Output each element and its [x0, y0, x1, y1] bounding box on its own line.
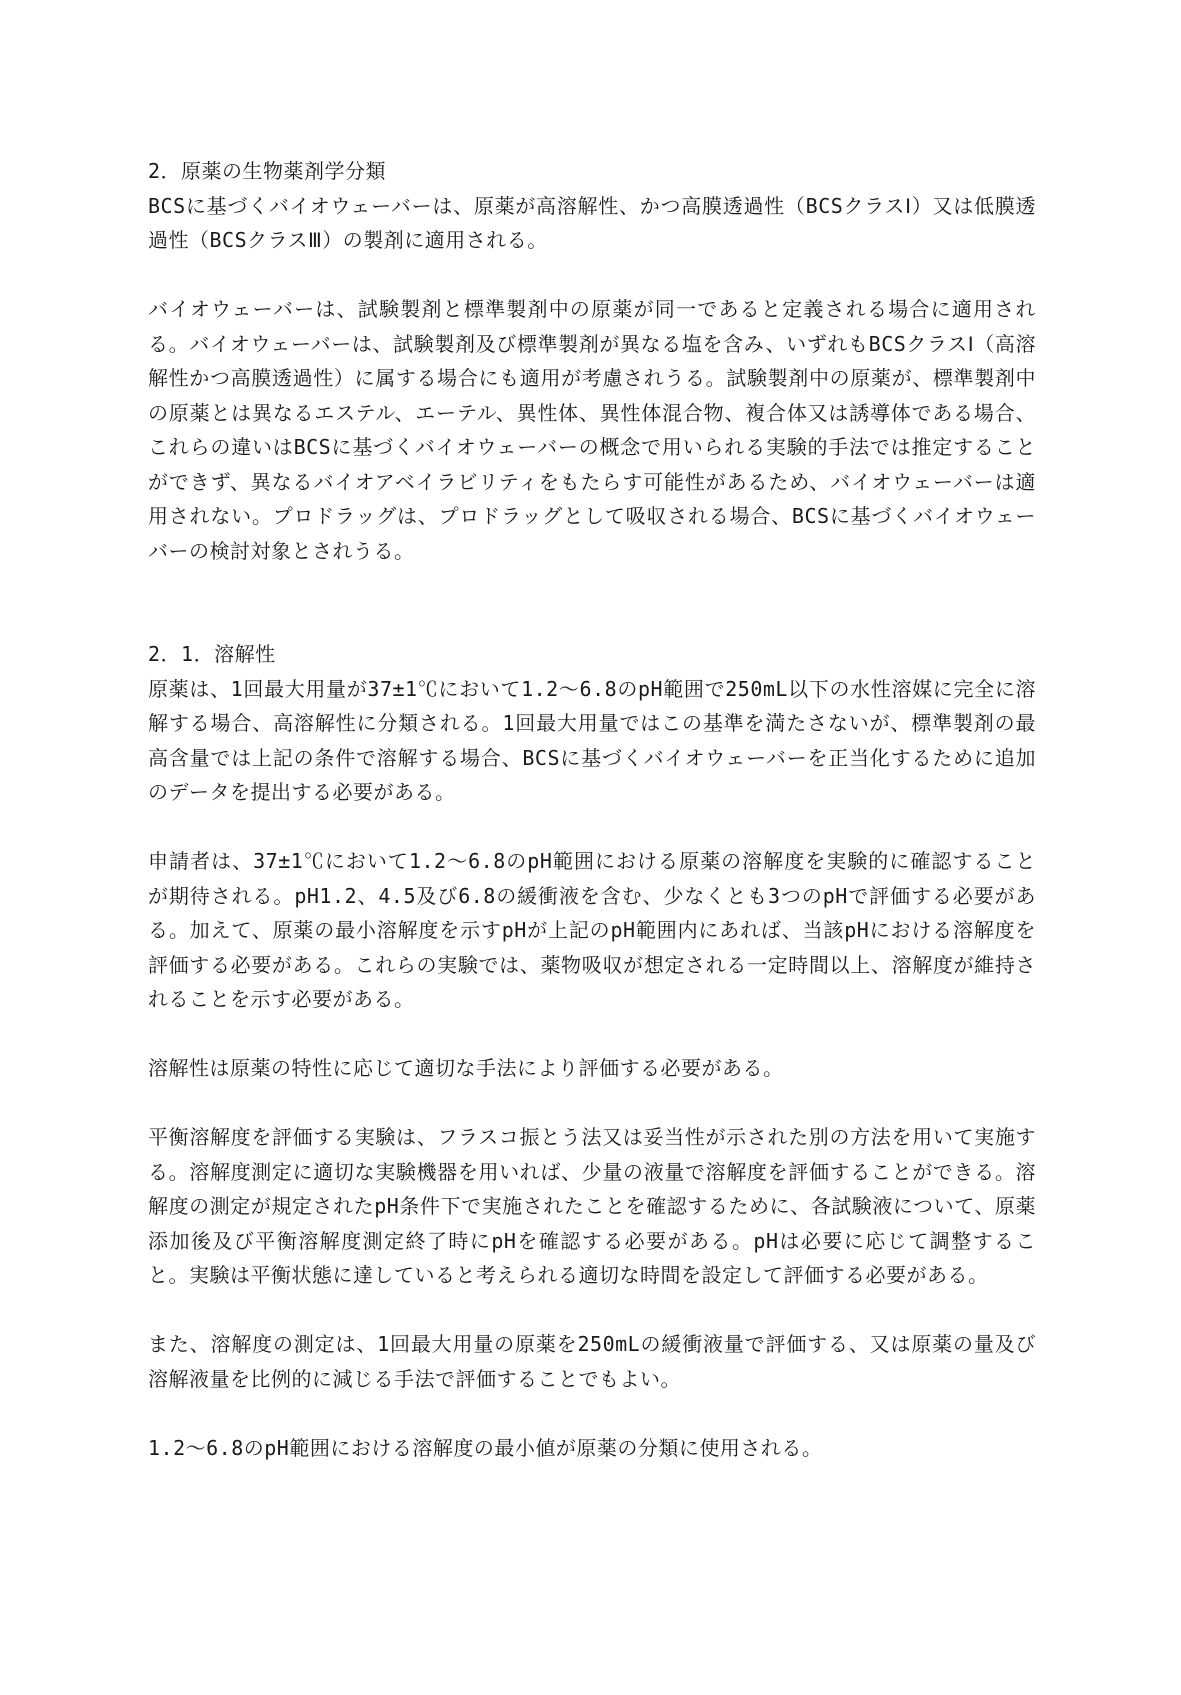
section-2-1-paragraph-3: 溶解性は原薬の特性に応じて適切な手法により評価する必要がある。 [148, 1056, 784, 1080]
section-2-1-paragraph-4: 平衡溶解度を評価する実験は、フラスコ振とう法又は妥当性が示された別の方法を用いて実施する。溶解度測定に適切な実験機器を用いれば、少量の液量で溶解度を評価することができる。溶解度の測定が規定されたpH条件下で実施されたことを確認するために、各試験液について、原薬添加後及び平衡溶解度測定終了時にpHを確認する必要がある。pHは必要に応じて調整すること。実験は平衡状態に達していると考えられる適切な時間を設定して評価する必要がある。 [148, 1125, 1036, 1287]
section-2-1-heading: 2．1．溶解性 [148, 642, 276, 666]
paragraph-spacer [148, 1086, 1036, 1121]
section-2-1-paragraph-6: 1.2～6.8のpH範囲における溶解度の最小値が原薬の分類に使用される。 [148, 1435, 823, 1460]
section-spacer [148, 568, 1036, 637]
section-2-1-paragraph-1: 原薬は、1回最大用量が37±1℃において1.2～6.8のpH範囲で250mL以下の水性溶媒に完全に溶解する場合、高溶解性に分類される。1回最大用量ではこの基準を満たさないが、標準製剤の最高含量では上記の条件で溶解する場合、BCSに基づくバイオウェーバーを正当化するために追加のデータを提出する必要がある。 [148, 676, 1036, 804]
paragraph-spacer [148, 1293, 1036, 1328]
paragraph-spacer [148, 1017, 1036, 1052]
section-2-paragraph-2: バイオウェーバーは、試験製剤と標準製剤中の原薬が同一であると定義される場合に適用される。バイオウェーバーは、試験製剤及び標準製剤が異なる塩を含み、いずれもBCSクラスⅠ（高溶解性かつ高膜透過性）に属する場合にも適用が考慮されうる。試験製剤中の原薬が、標準製剤中の原薬とは異なるエステル、エーテル、異性体、異性体混合物、複合体又は誘導体である場合、これらの違いはBCSに基づくバイオウェーバーの概念で用いられる実験的手法では推定することができず、異なるバイオアベイラビリティをもたらす可能性があるため、バイオウェーバーは適用されない。プロドラッグは、プロドラッグとして吸収される場合、BCSに基づくバイオウェーバーの検討対象とされうる。 [148, 297, 1036, 563]
section-2-paragraph-1: BCSに基づくバイオウェーバーは、原薬が高溶解性、かつ高膜透過性（BCSクラスⅠ）又は低膜透過性（BCSクラスⅢ）の製剤に適用される。 [148, 193, 1036, 252]
paragraph-spacer [148, 258, 1036, 293]
section-2-heading: 2．原薬の生物薬剤学分類 [148, 159, 387, 183]
paragraph-spacer [148, 1396, 1036, 1431]
section-2-1-paragraph-5: また、溶解度の測定は、1回最大用量の原薬を250mLの緩衝液量で評価する、又は原薬の量及び溶解液量を比例的に減じる手法で評価することでもよい。 [148, 1332, 1036, 1391]
document-body [148, 154, 1036, 1465]
paragraph-spacer [148, 810, 1036, 845]
section-2-1-paragraph-2: 申請者は、37±1℃において1.2～6.8のpH範囲における原薬の溶解度を実験的に確認することが期待される。pH1.2、4.5及び6.8の緩衝液を含む、少なくとも3つのpHで評価する必要がある。加えて、原薬の最小溶解度を示すpHが上記のpH範囲内にあれば、当該pHにおける溶解度を評価する必要がある。これらの実験では、薬物吸収が想定される一定時間以上、溶解度が維持されることを示す必要がある。 [148, 849, 1036, 1011]
